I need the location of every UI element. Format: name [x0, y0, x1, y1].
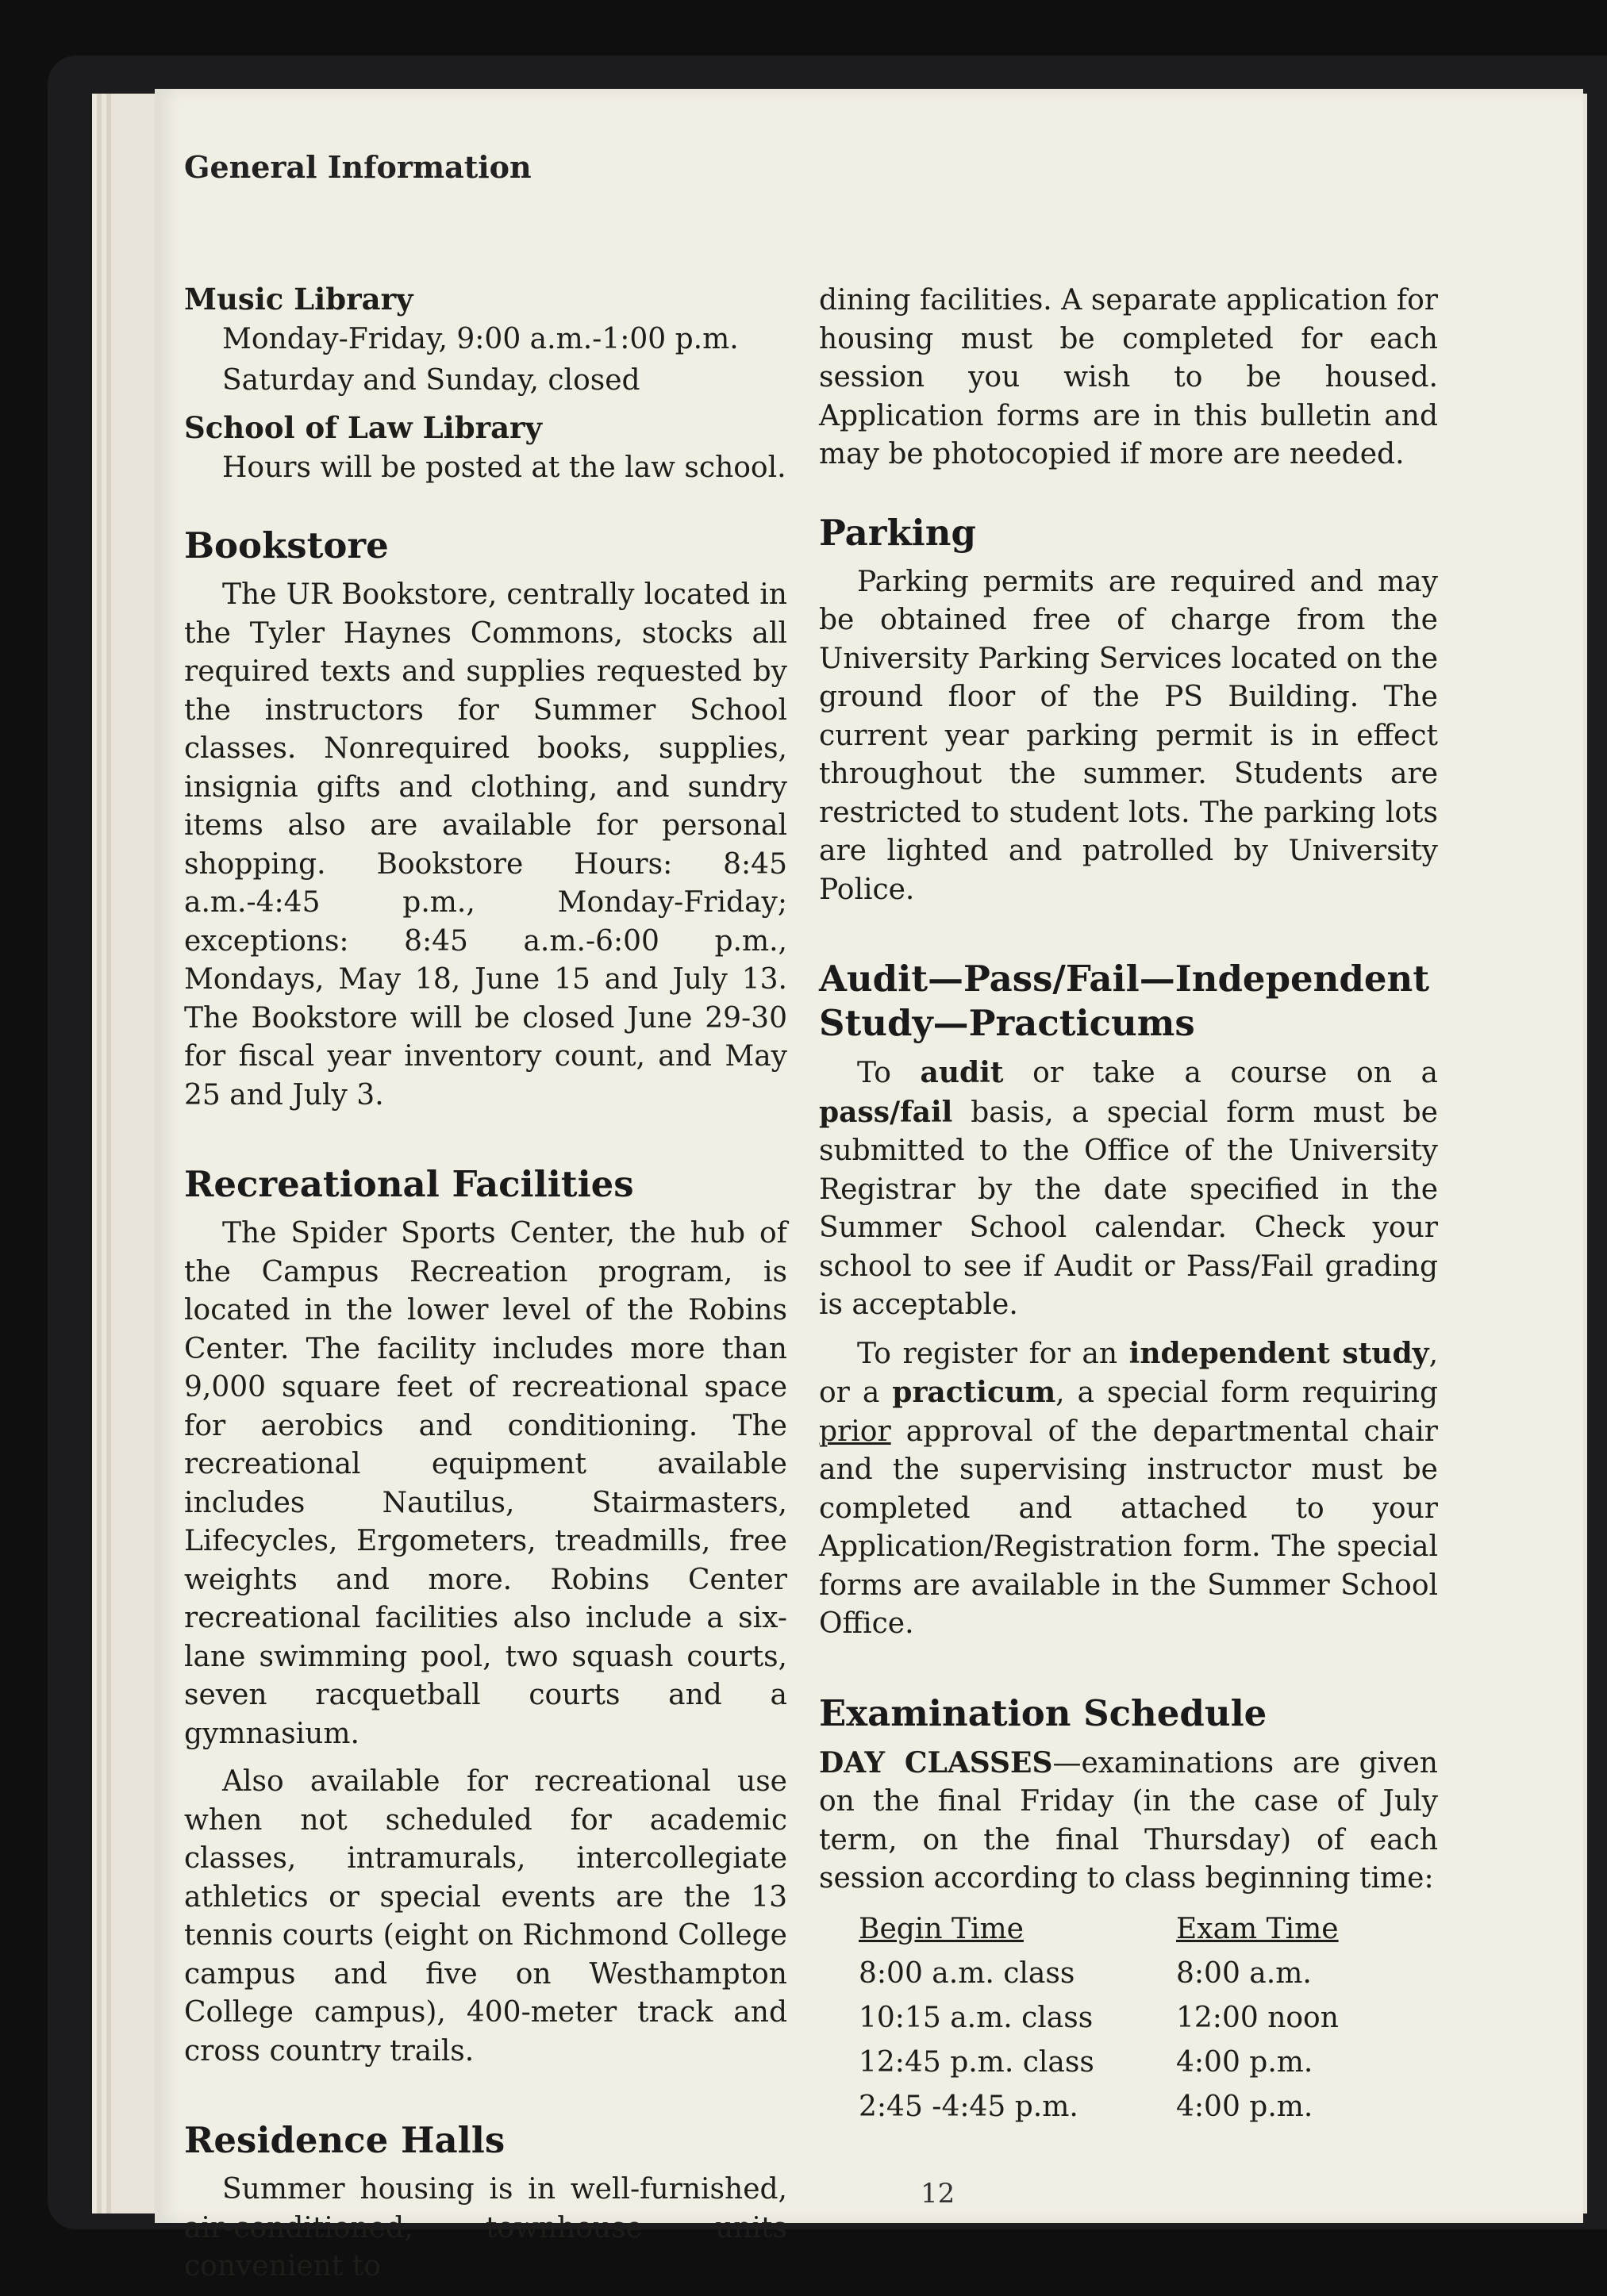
exam-time-cell: 8:00 a.m.	[1176, 1957, 1312, 1991]
table-header-row	[859, 1908, 1339, 1952]
audit-heading-line1: Audit—Pass/Fail—Independent	[819, 958, 1429, 1000]
begin-time-cell: 12:45 p.m. class	[859, 2046, 1094, 2079]
begin-time-header: Begin Time	[859, 1913, 1024, 1946]
residence-paragraph: Summer housing is in well-furnished, air-conditioned, townhouse units convenient to	[184, 2173, 787, 2283]
begin-time-cell: 8:00 a.m. class	[859, 1957, 1075, 1991]
bookstore-heading: Bookstore	[184, 524, 389, 566]
table-row	[859, 1997, 1339, 2041]
text-run: —examinations are given on the final Friday (in the case of July term, on the final Thursday) of each session according to class beginning time:	[819, 1746, 1438, 1895]
prior-term: prior	[819, 1415, 891, 1448]
text-run: To	[857, 1057, 921, 1089]
table-row	[859, 2041, 1339, 2086]
recreation-paragraph-2: Also available for recreational use when not scheduled for academic classes, intramurals, intercollegiate athletics or special events are the 13 tennis courts (eight on Richmond College campus and five on Westhampton College campus), 400-meter track and cross country trails.	[184, 1765, 787, 2068]
left-column	[184, 279, 787, 2296]
begin-time-cell: 2:45 -4:45 p.m.	[859, 2091, 1078, 2124]
text-run: , or a	[819, 1337, 1439, 1409]
audit-paragraph	[819, 1054, 1438, 1325]
right-column	[819, 282, 1438, 2130]
parking-heading: Parking	[819, 511, 976, 554]
exam-time-cell: 4:00 p.m.	[1176, 2046, 1313, 2079]
music-library-hours-weekday: Monday-Friday, 9:00 a.m.-1:00 p.m.	[222, 323, 739, 355]
bookstore-paragraph: The UR Bookstore, centrally located in the Tyler Haynes Commons, stocks all required texts and supplies requested by the instructors for Summer School classes. Nonrequired books, supplies, insignia gifts and clothing, and sundry items also are available for personal shopping. Bookstore Hours: 8:45 a.m.-4:45 p.m., Monday-Friday; exceptions: 8:45 a.m.-6:00 p.m., Mondays, May 18, June 15 and July 13. The Bookstore will be closed June 29-30 for fiscal year inventory count, and May 25 and July 3.	[184, 578, 787, 1112]
text-run: approval of the departmental chair and the supervising instructor must be completed and attached to your Application/Registration form. The special forms are available in the Summer School Office.	[819, 1415, 1438, 1640]
music-library-hours-weekend: Saturday and Sunday, closed	[222, 364, 640, 397]
page-number: 12	[921, 2178, 955, 2210]
recreation-heading: Recreational Facilities	[184, 1163, 634, 1205]
audit-heading	[819, 957, 1438, 1046]
day-classes-label: DAY CLASSES	[819, 1745, 1053, 1780]
pass-fail-term: pass/fail	[819, 1095, 953, 1129]
parking-paragraph: Parking permits are required and may be obtained free of charge from the University Parking Services located on the ground floor of the PS Building. The current year parking permit is in effect throughout the summer. Students are restricted to student lots. The parking lots are lighted and patrolled by University Police.	[819, 565, 1438, 906]
begin-time-cell: 10:15 a.m. class	[859, 2002, 1094, 2035]
practicum-term: practicum	[892, 1376, 1056, 1409]
residence-continued: dining facilities. A separate application for housing must be completed for each session you wish to be housed. Application forms are in this bulletin and may be photocopied if more are needed.	[819, 284, 1438, 470]
exam-heading: Examination Schedule	[819, 1691, 1267, 1734]
recreation-paragraph-1: The Spider Sports Center, the hub of the Campus Recreation program, is located in the lower level of the Robins Center. The facility includes more than 9,000 square feet of recreational space for aerobics and conditioning. The recreational equipment available includes Nautilus, Stairmasters, Lifecycles, Ergometers, treadmills, free weights and more. Robins Center recreational facilities also include a six-lane swimming pool, two squash courts, seven racquetball courts and a gymnasium.	[184, 1217, 787, 1750]
exam-time-cell: 4:00 p.m.	[1176, 2091, 1313, 2124]
table-row	[859, 2086, 1339, 2130]
law-library-hours: Hours will be posted at the law school.	[222, 451, 786, 484]
text-run: To register for an	[857, 1337, 1129, 1370]
audit-term: audit	[920, 1056, 1004, 1089]
independent-study-paragraph	[819, 1334, 1438, 1644]
music-library-title: Music Library	[184, 282, 413, 317]
text-run: , a special form requiring	[1055, 1376, 1438, 1409]
exam-schedule-table	[859, 1908, 1339, 2130]
running-head: General Information	[184, 149, 532, 185]
exam-paragraph	[819, 1744, 1438, 1899]
residence-heading: Residence Halls	[184, 2119, 506, 2161]
table-row	[859, 1952, 1339, 1997]
exam-time-cell: 12:00 noon	[1176, 2002, 1339, 2035]
law-library-title: School of Law Library	[184, 410, 543, 445]
exam-time-header: Exam Time	[1176, 1913, 1339, 1946]
text-run: or take a course on a	[1003, 1057, 1439, 1089]
independent-study-term: independent study	[1128, 1336, 1429, 1370]
audit-heading-line2: Study—Practicums	[819, 1002, 1195, 1044]
text-run: basis, a special form must be submitted to the Office of the University Registrar by the date specified in the Summer School calendar. Check your school to see if Audit or Pass/Fail grading is acceptable.	[819, 1096, 1438, 1321]
